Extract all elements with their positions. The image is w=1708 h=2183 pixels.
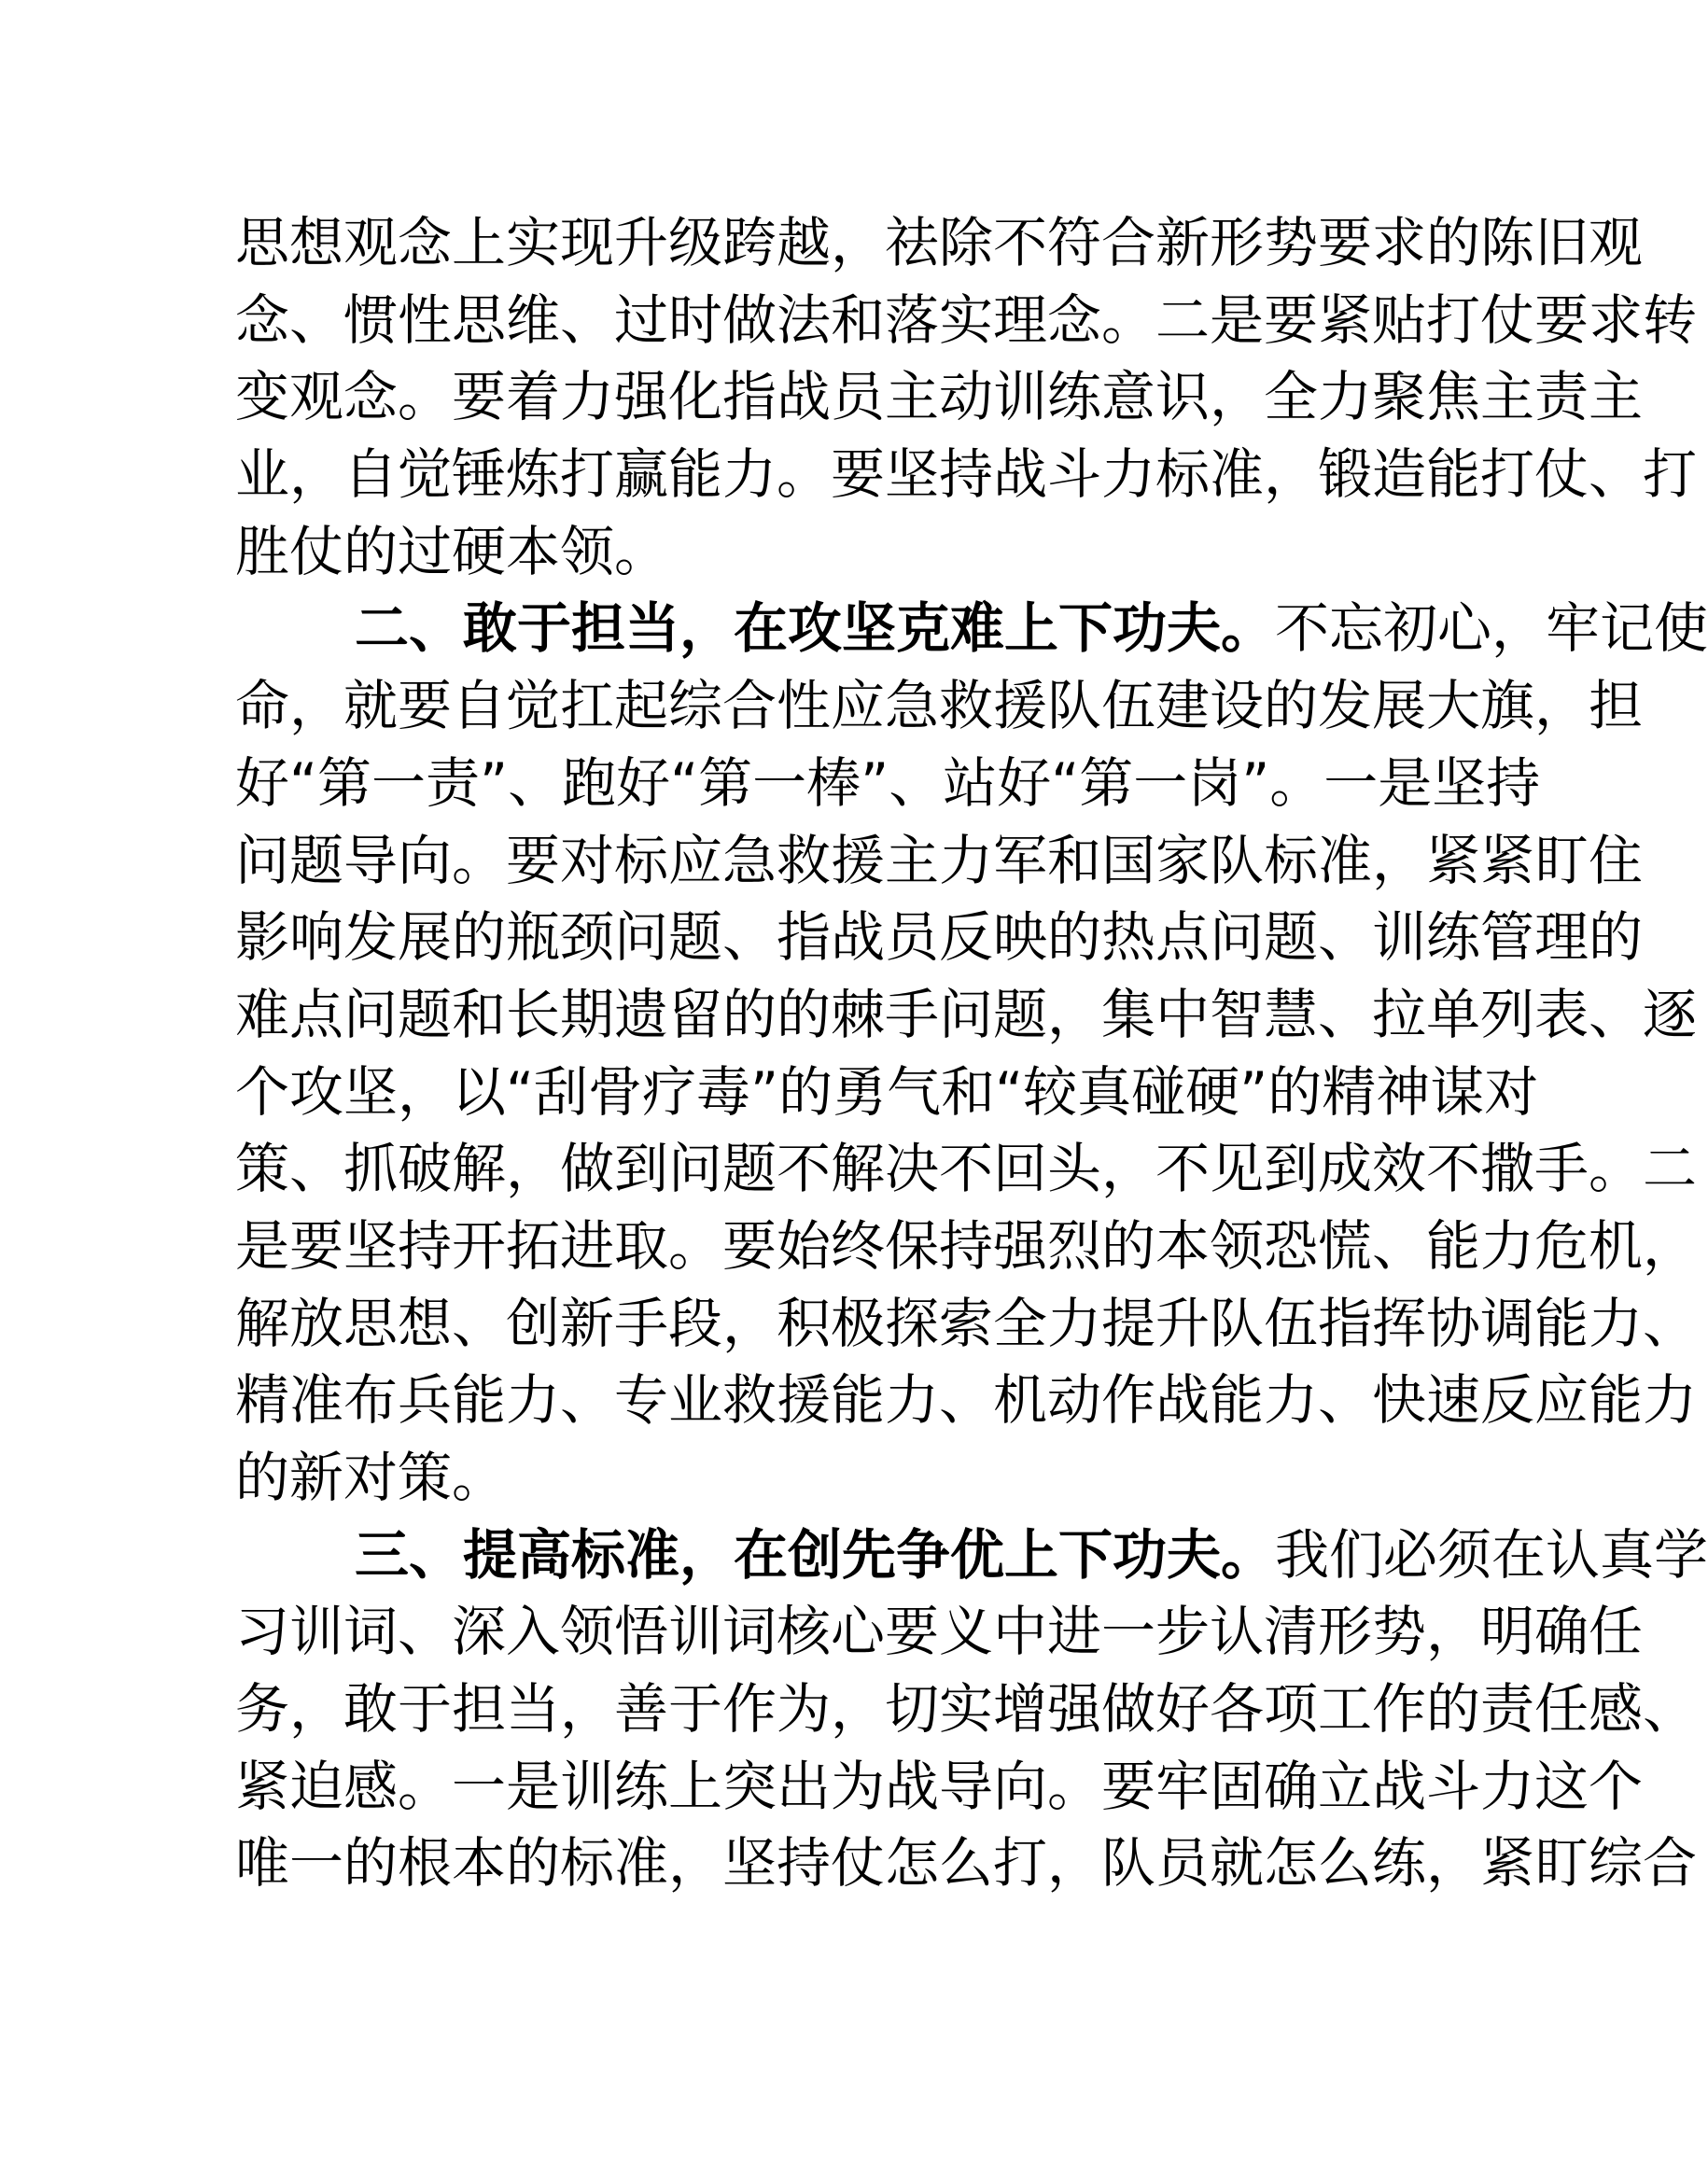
text-line: 业，自觉锤炼打赢能力。要坚持战斗力标准，锻造能打仗、打	[235, 442, 1698, 507]
text-line: 变观念。要着力强化指战员主动训练意识，全力聚焦主责主	[235, 365, 1644, 429]
paragraph-2	[235, 590, 1708, 1516]
text-line: 务，敢于担当，善于作为，切实增强做好各项工作的责任感、	[235, 1677, 1698, 1742]
text-line: 是要坚持开拓进取。要始终保持强烈的本领恐慌、能力危机，	[235, 1213, 1698, 1278]
text-line: 思想观念上实现升级跨越，祛除不符合新形势要求的陈旧观	[235, 211, 1644, 274]
text-line: 个攻坚，以“刮骨疗毒”的勇气和“较真碰硬”的精神谋对	[235, 1059, 1539, 1124]
section-heading: 二、敢于担当，在攻坚克难上下功夫。	[355, 596, 1276, 661]
text-span: 不忘初心，牢记使	[1275, 596, 1708, 661]
text-line: 唯一的根本的标准，坚持仗怎么打，队员就怎么练，紧盯综合	[235, 1831, 1698, 1896]
section-heading: 三、提高标准，在创先争优上下功夫。	[355, 1522, 1276, 1587]
text-line: 好“第一责”、跑好“第一棒”、站好“第一岗”。一是坚持	[235, 750, 1541, 815]
text-line: 紧迫感。一是训练上突出为战导向。要牢固确立战斗力这个	[235, 1754, 1644, 1818]
text-line: 解放思想、创新手段，积极探索全力提升队伍指挥协调能力、	[235, 1291, 1698, 1355]
paragraph-1	[235, 204, 1698, 590]
text-line: 问题导向。要对标应急救援主力军和国家队标准，紧紧盯住	[235, 828, 1644, 892]
text-line	[235, 1517, 1708, 1594]
text-line: 习训词、深入领悟训词核心要义中进一步认清形势，明确任	[235, 1600, 1644, 1664]
text-line: 精准布兵能力、专业救援能力、机动作战能力、快速反应能力	[235, 1368, 1698, 1433]
paragraph-3	[235, 1517, 1708, 1902]
text-line: 难点问题和长期遗留的的棘手问题，集中智慧、拉单列表、逐	[235, 982, 1698, 1046]
text-line	[235, 590, 1708, 667]
text-line: 胜仗的过硬本领。	[235, 519, 669, 583]
document-page	[235, 204, 1708, 1902]
text-line: 影响发展的瓶颈问题、指战员反映的热点问题、训练管理的	[235, 905, 1644, 970]
text-line: 念、惯性思维、过时做法和落实理念。二是要紧贴打仗要求转	[235, 287, 1698, 352]
text-line: 的新对策。	[235, 1446, 507, 1509]
text-line: 策、抓破解，做到问题不解决不回头，不见到成效不撒手。二	[235, 1137, 1698, 1201]
text-line: 命，就要自觉扛起综合性应急救援队伍建设的发展大旗，担	[235, 674, 1644, 738]
text-span: 我们必须在认真学	[1275, 1522, 1708, 1587]
